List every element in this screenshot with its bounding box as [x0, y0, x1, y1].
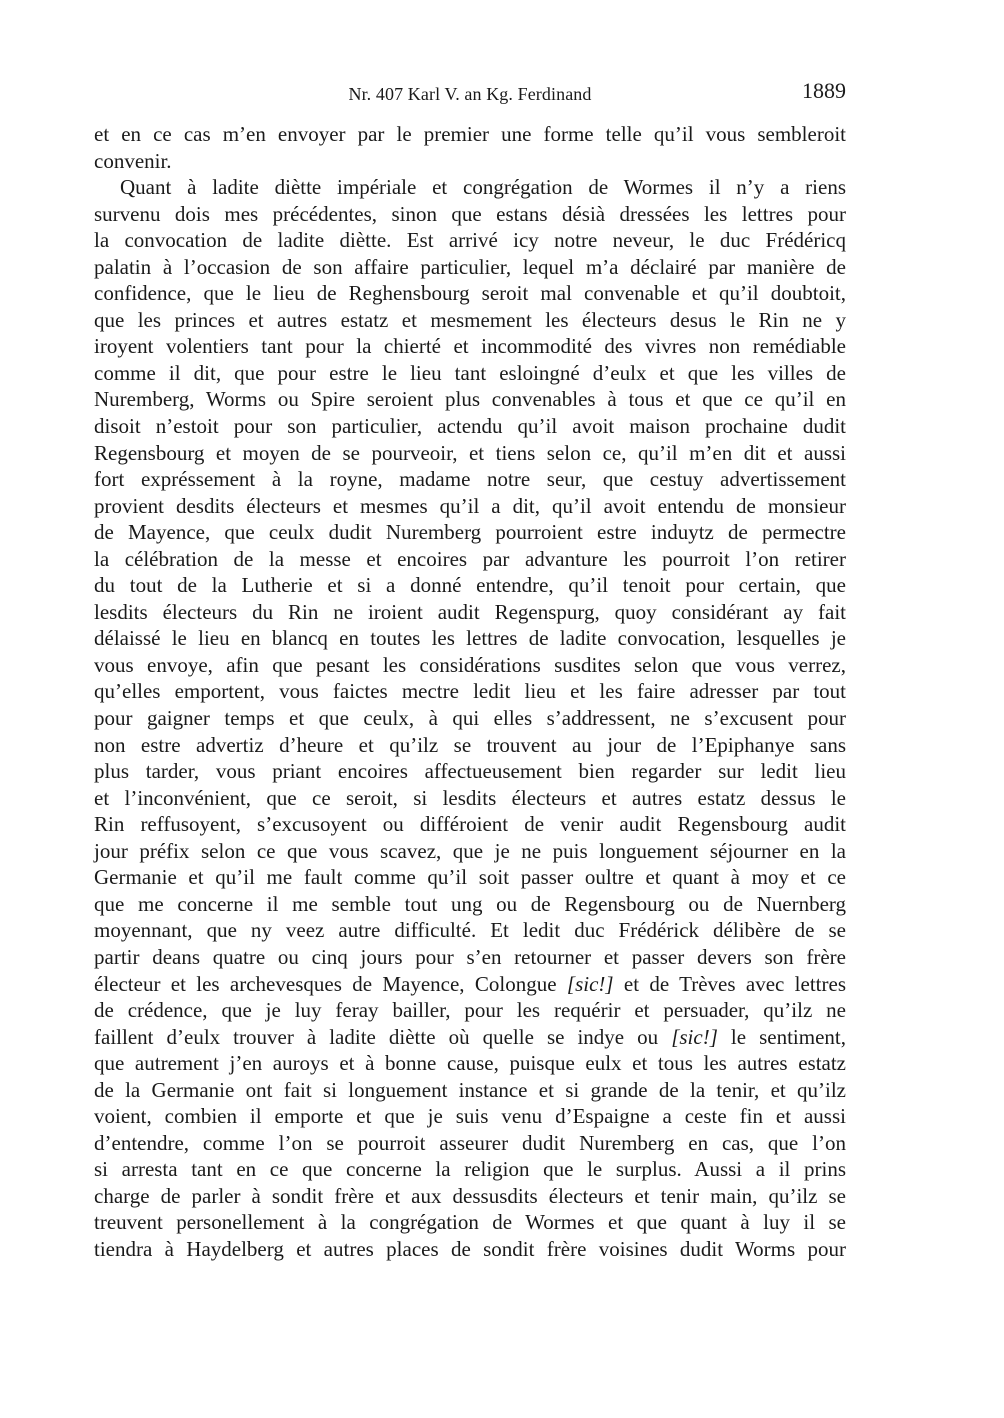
- text-line: vous envoye, afin que pesant les considérations susdites selon que vous verrez,: [94, 652, 846, 677]
- text-line: que les princes et autres estatz et mesmement les électeurs desus le Rin ne y: [94, 307, 846, 332]
- sic-annotation: [sic!]: [566, 971, 614, 996]
- text-line: charge de parler à sondit frère et aux dessusdits électeurs et tenir main, qu’ilz se: [94, 1183, 846, 1208]
- text-line: Quant à ladite diètte impériale et congrégation de Wormes il n’y a riens: [120, 175, 846, 200]
- text-line: pour gaigner temps et que ceulx, à qui elles s’addressent, ne s’excusent pour: [94, 706, 846, 731]
- text-line: que autrement j’en auroys et à bonne cause, puisque eulx et tous les autres estatz: [94, 1051, 846, 1076]
- text-line: palatin à l’occasion de son affaire particulier, lequel m’a déclairé par manière de: [94, 254, 846, 279]
- page-number: 1889: [802, 78, 846, 103]
- sic-annotation: [sic!]: [671, 1024, 718, 1049]
- text-line: survenu dois mes précédentes, sinon que estans désià dressées les lettres pour: [94, 201, 846, 226]
- text-line: délaissé le lieu en blancq en toutes les lettres de ladite convocation, lesquelles je: [94, 626, 846, 651]
- text-line: [94, 1024, 846, 1051]
- page-header: [94, 78, 846, 108]
- text-line: Nuremberg, Worms ou Spire seroient plus convenables à tous et que ce qu’il en: [94, 387, 846, 412]
- text-line: lesdits électeurs du Rin ne iroient audit Regenspurg, quoy considérant ay fait: [94, 599, 846, 624]
- text-line: d’entendre, comme l’on se pourroit asseurer dudit Nuremberg en cas, que l’on: [94, 1130, 846, 1155]
- text-line: si arresta tant en ce que concerne la religion que le surplus. Aussi a il prins: [94, 1157, 846, 1182]
- text-line: disoit n’estoit pour son particulier, actendu qu’il avoit maison prochaine dudit: [94, 414, 846, 439]
- text-line: plus tarder, vous priant encoires affectueusement bien regarder sur ledit lieu: [94, 759, 846, 784]
- text-line: de Mayence, que ceulx dudit Nuremberg pourroient estre induytz de permectre: [94, 520, 846, 545]
- text-line: Regensbourg et moyen de se pourveoir, et tiens selon ce, qu’il m’en dit et aussi: [94, 440, 846, 465]
- text-line: tiendra à Haydelberg et autres places de sondit frère voisines dudit Worms pour: [94, 1236, 846, 1261]
- paragraph-continuation: [94, 121, 846, 174]
- text-line: et en ce cas m’en envoyer par le premier une forme telle qu’il vous sembleroit: [94, 122, 846, 146]
- text-line: du tout de la Lutherie et si a donné entendre, qu’il tenoit pour certain, que: [94, 573, 846, 598]
- text-line: et l’inconvénient, que ce seroit, si lesdits électeurs et autres estatz dessus le: [94, 785, 846, 810]
- text-line: la convocation de ladite diètte. Est arrivé icy notre neveur, le duc Frédéricq: [94, 228, 846, 253]
- text-line: convenir.: [94, 148, 172, 173]
- text-line: comme il dit, que pour estre le lieu tant esloingné d’eulx et que les villes de: [94, 360, 846, 385]
- text-segment: faillent d’eulx trouver à ladite diètte où quelle se indye ou: [94, 1024, 672, 1049]
- text-line: confidence, que le lieu de Reghensbourg seroit mal convenable et qu’il doubtoit,: [94, 281, 846, 306]
- text-line: voient, combien il emporte et que je suis venu d’Espaigne a ceste fin et aussi: [94, 1104, 846, 1129]
- text-line: partir deans quatre ou cinq jours pour s’en retourner et passer devers son frère: [94, 944, 846, 969]
- text-segment: le sentiment,: [717, 1024, 846, 1049]
- text-line: treuvent personellement à la congrégation de Wormes et que quant à luy il se: [94, 1210, 846, 1235]
- text-segment: électeur et les archevesques de Mayence, Colongue: [94, 971, 567, 996]
- paragraph-wormes: [94, 174, 846, 1262]
- text-line: non estre advertiz d’heure et qu’ilz se trouvent au jour de l’Epiphanye sans: [94, 732, 846, 757]
- text-line: de crédence, que je luy feray bailler, pour les requérir et persuader, qu’ilz ne: [94, 998, 846, 1023]
- text-line: qu’elles emportent, vous faictes mectre ledit lieu et les faire adresser par tout: [94, 679, 846, 704]
- text-line: que me concerne il me semble tout ung ou de Regensbourg ou de Nuernberg: [94, 891, 846, 916]
- text-line: moyennant, que ny veez autre difficulté. Et ledit duc Frédérick délibère de se: [94, 918, 846, 943]
- text-line: de la Germanie ont fait si longuement instance et si grande de la tenir, et qu’ilz: [94, 1077, 846, 1102]
- text-line: [94, 971, 846, 998]
- text-line: Germanie et qu’il me fault comme qu’il soit passer oultre et quant à moy et ce: [94, 865, 846, 890]
- text-segment: et de Trèves avec lettres: [613, 971, 846, 996]
- text-line: iroyent volentiers tant pour la chierté et incommodité des vivres non remédiable: [94, 334, 846, 359]
- text-line: jour préfix selon ce que vous scavez, que je ne puis longuement séjourner en la: [94, 838, 846, 863]
- text-line: Rin reffusoyent, s’excusoyent ou différoient de venir audit Regensbourg audit: [94, 812, 846, 837]
- text-line: la célébration de la messe et encoires par advanture les pourroit l’on retirer: [94, 546, 846, 571]
- document-body: [94, 121, 846, 1263]
- running-head: Nr. 407 Karl V. an Kg. Ferdinand: [348, 84, 592, 104]
- text-line: fort expréssement à la royne, madame notre seur, que cestuy advertissement: [94, 467, 846, 492]
- text-line: provient desdits électeurs et mesmes qu’il a dit, qu’il avoit entendu de monsieur: [94, 493, 846, 518]
